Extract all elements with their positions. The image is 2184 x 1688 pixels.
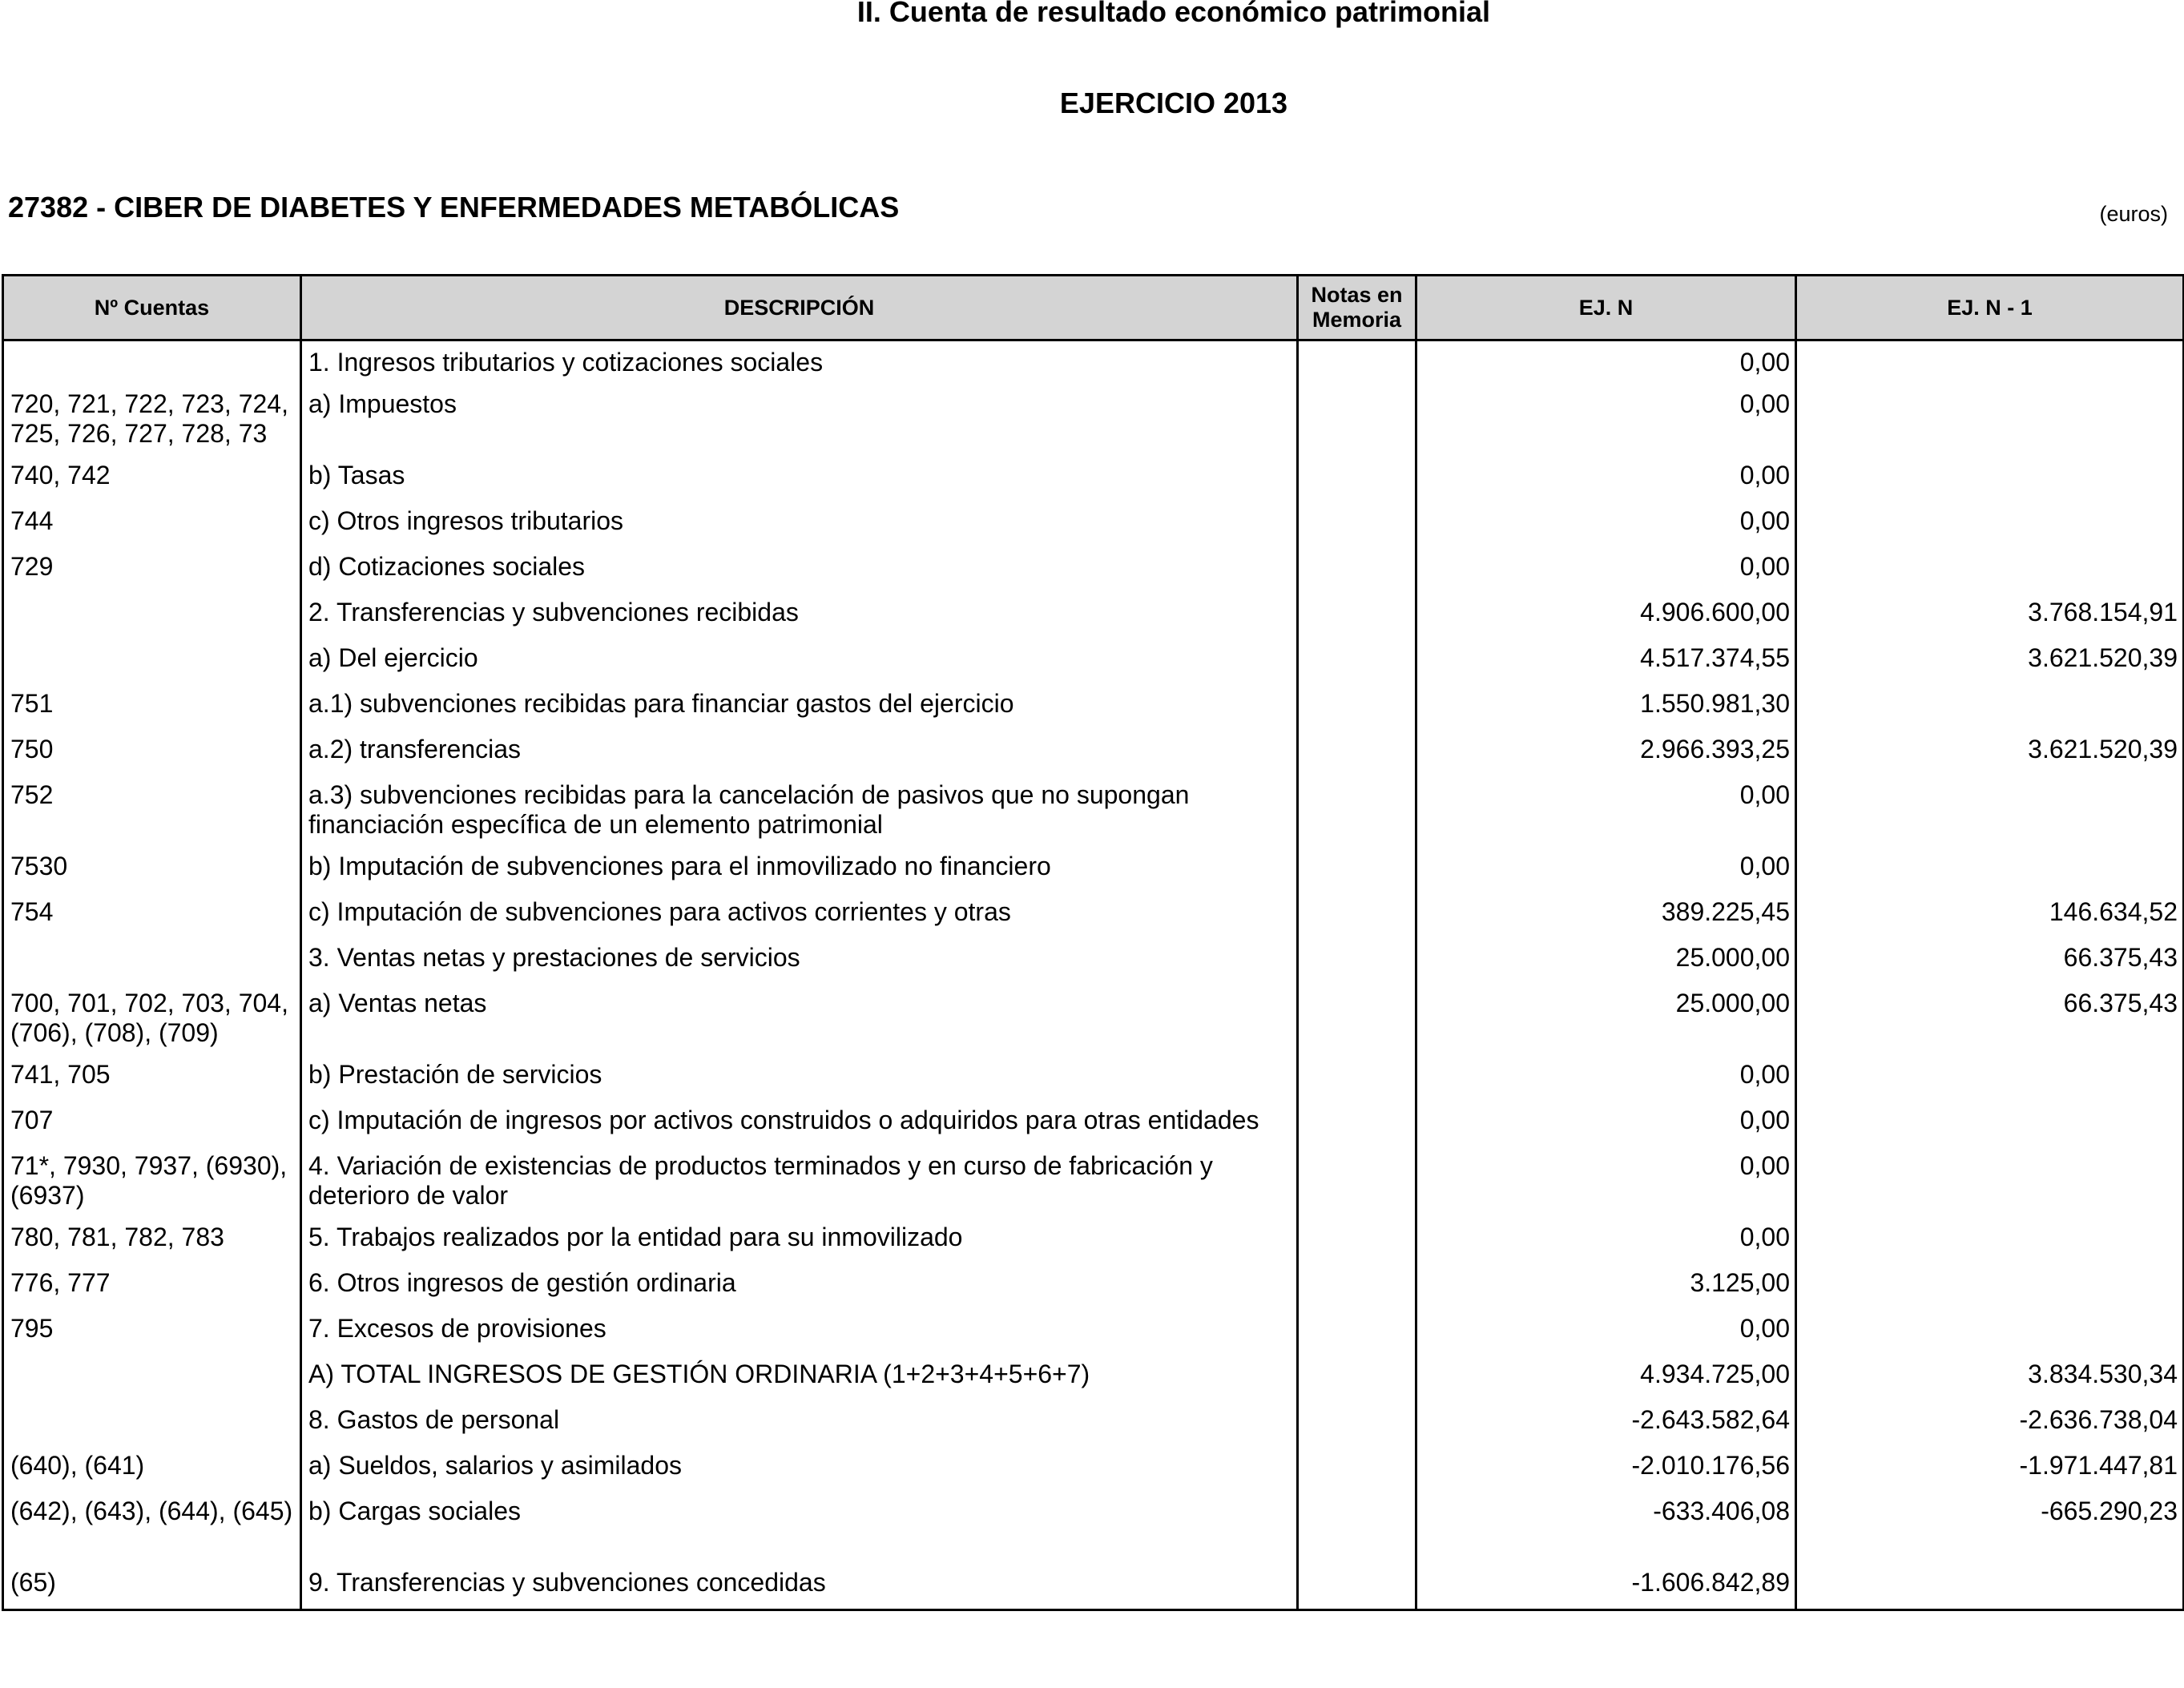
cell-ej-n1: -2.636.738,04 — [1796, 1402, 2184, 1448]
cell-cuentas: 752 — [3, 777, 301, 848]
cell-ej-n1: 66.375,43 — [1796, 985, 2184, 1057]
table-row — [3, 1219, 2184, 1265]
table-row — [3, 594, 2184, 640]
cell-descripcion: 4. Variación de existencias de productos terminados y en curso de fabricación y deterioro de valor — [301, 1148, 1298, 1219]
cell-ej-n: 25.000,00 — [1416, 985, 1796, 1057]
cell-notas — [1298, 1493, 1416, 1565]
cell-descripcion: 2. Transferencias y subvenciones recibidas — [301, 594, 1298, 640]
entity-name: 27382 - CIBER DE DIABETES Y ENFERMEDADES METABÓLICAS — [8, 191, 900, 224]
cell-descripcion: 8. Gastos de personal — [301, 1402, 1298, 1448]
cell-cuentas: 720, 721, 722, 723, 724, 725, 726, 727, 728, 73 — [3, 386, 301, 457]
cell-ej-n1: 3.768.154,91 — [1796, 594, 2184, 640]
cell-cuentas: 795 — [3, 1311, 301, 1356]
cell-descripcion: a.3) subvenciones recibidas para la cancelación de pasivos que no supongan financiación específica de un elemento patrimonial — [301, 777, 1298, 848]
cell-cuentas: (65) — [3, 1565, 301, 1610]
cell-descripcion: a) Sueldos, salarios y asimilados — [301, 1448, 1298, 1493]
table-row — [3, 1148, 2184, 1219]
cell-ej-n1: -1.971.447,81 — [1796, 1448, 2184, 1493]
cell-cuentas: 751 — [3, 686, 301, 731]
cell-notas — [1298, 340, 1416, 386]
cell-cuentas: (642), (643), (644), (645) — [3, 1493, 301, 1565]
cell-descripcion: 9. Transferencias y subvenciones concedidas — [301, 1565, 1298, 1610]
table-row — [3, 640, 2184, 686]
cell-ej-n1: 146.634,52 — [1796, 894, 2184, 940]
cell-ej-n: -633.406,08 — [1416, 1493, 1796, 1565]
table-row — [3, 1565, 2184, 1610]
cell-cuentas — [3, 640, 301, 686]
cell-ej-n1 — [1796, 549, 2184, 594]
cell-notas — [1298, 1311, 1416, 1356]
cell-cuentas: (640), (641) — [3, 1448, 301, 1493]
cell-descripcion: a.2) transferencias — [301, 731, 1298, 777]
cell-notas — [1298, 457, 1416, 503]
table-row — [3, 386, 2184, 457]
cell-ej-n1 — [1796, 777, 2184, 848]
cell-ej-n: -1.606.842,89 — [1416, 1565, 1796, 1610]
cell-notas — [1298, 777, 1416, 848]
cell-notas — [1298, 1565, 1416, 1610]
cell-ej-n: 389.225,45 — [1416, 894, 1796, 940]
col-header-cuentas: Nº Cuentas — [3, 276, 301, 340]
table-row — [3, 848, 2184, 894]
cell-ej-n: 0,00 — [1416, 340, 1796, 386]
cell-descripcion: b) Imputación de subvenciones para el inmovilizado no financiero — [301, 848, 1298, 894]
cell-ej-n1 — [1796, 848, 2184, 894]
cell-descripcion: a) Ventas netas — [301, 985, 1298, 1057]
cell-cuentas: 780, 781, 782, 783 — [3, 1219, 301, 1265]
cell-ej-n: 0,00 — [1416, 1102, 1796, 1148]
cell-cuentas — [3, 1356, 301, 1402]
cell-descripcion: a) Del ejercicio — [301, 640, 1298, 686]
cell-notas — [1298, 1402, 1416, 1448]
cell-notas — [1298, 1057, 1416, 1102]
cell-descripcion: b) Tasas — [301, 457, 1298, 503]
table-row — [3, 1265, 2184, 1311]
table-row — [3, 1493, 2184, 1565]
cell-descripcion: b) Prestación de servicios — [301, 1057, 1298, 1102]
cell-notas — [1298, 686, 1416, 731]
table-row — [3, 985, 2184, 1057]
cell-descripcion: 1. Ingresos tributarios y cotizaciones sociales — [301, 340, 1298, 386]
cell-ej-n: 1.550.981,30 — [1416, 686, 1796, 731]
cell-notas — [1298, 640, 1416, 686]
currency-units: (euros) — [2099, 202, 2168, 226]
cell-ej-n: -2.010.176,56 — [1416, 1448, 1796, 1493]
table-row — [3, 1356, 2184, 1402]
table-row — [3, 549, 2184, 594]
exercise-year: EJERCICIO 2013 — [1059, 87, 1288, 119]
cell-ej-n1 — [1796, 386, 2184, 457]
cell-descripcion: c) Imputación de subvenciones para activos corrientes y otras — [301, 894, 1298, 940]
cell-ej-n1 — [1796, 340, 2184, 386]
cell-ej-n: -2.643.582,64 — [1416, 1402, 1796, 1448]
cell-cuentas — [3, 940, 301, 985]
cell-ej-n: 4.934.725,00 — [1416, 1356, 1796, 1402]
cell-ej-n1 — [1796, 686, 2184, 731]
cell-descripcion: 6. Otros ingresos de gestión ordinaria — [301, 1265, 1298, 1311]
col-header-notas: Notas en Memoria — [1298, 276, 1416, 340]
table-header-row — [3, 276, 2184, 340]
cell-notas — [1298, 1265, 1416, 1311]
cell-ej-n1: -665.290,23 — [1796, 1493, 2184, 1565]
table-row — [3, 1402, 2184, 1448]
table-row — [3, 940, 2184, 985]
cell-notas — [1298, 940, 1416, 985]
col-header-descripcion: DESCRIPCIÓN — [301, 276, 1298, 340]
cell-ej-n: 0,00 — [1416, 848, 1796, 894]
table-body — [3, 340, 2184, 1610]
cell-ej-n: 0,00 — [1416, 1148, 1796, 1219]
cell-ej-n: 4.517.374,55 — [1416, 640, 1796, 686]
cell-ej-n: 0,00 — [1416, 1311, 1796, 1356]
report-title: II. Cuenta de resultado económico patrimonial — [856, 0, 1491, 28]
result-table — [2, 274, 2184, 1611]
cell-descripcion: c) Imputación de ingresos por activos construidos o adquiridos para otras entidades — [301, 1102, 1298, 1148]
cell-notas — [1298, 1356, 1416, 1402]
cell-notas — [1298, 1102, 1416, 1148]
cell-notas — [1298, 894, 1416, 940]
cell-cuentas: 741, 705 — [3, 1057, 301, 1102]
table-row — [3, 1448, 2184, 1493]
cell-ej-n1 — [1796, 1565, 2184, 1610]
cell-cuentas: 754 — [3, 894, 301, 940]
cell-notas — [1298, 848, 1416, 894]
cell-ej-n: 0,00 — [1416, 777, 1796, 848]
cell-notas — [1298, 503, 1416, 549]
cell-ej-n1: 3.621.520,39 — [1796, 731, 2184, 777]
cell-ej-n1: 3.621.520,39 — [1796, 640, 2184, 686]
cell-notas — [1298, 1148, 1416, 1219]
cell-cuentas: 750 — [3, 731, 301, 777]
cell-ej-n: 0,00 — [1416, 1057, 1796, 1102]
cell-ej-n: 0,00 — [1416, 1219, 1796, 1265]
table-row — [3, 457, 2184, 503]
cell-ej-n: 4.906.600,00 — [1416, 594, 1796, 640]
cell-descripcion: c) Otros ingresos tributarios — [301, 503, 1298, 549]
cell-ej-n1 — [1796, 1148, 2184, 1219]
cell-notas — [1298, 731, 1416, 777]
cell-cuentas — [3, 340, 301, 386]
cell-cuentas — [3, 1402, 301, 1448]
cell-cuentas: 700, 701, 702, 703, 704, (706), (708), (709) — [3, 985, 301, 1057]
cell-ej-n1 — [1796, 503, 2184, 549]
cell-descripcion: A) TOTAL INGRESOS DE GESTIÓN ORDINARIA (1+2+3+4+5+6+7) — [301, 1356, 1298, 1402]
cell-ej-n: 25.000,00 — [1416, 940, 1796, 985]
cell-ej-n1 — [1796, 1102, 2184, 1148]
cell-descripcion: 3. Ventas netas y prestaciones de servicios — [301, 940, 1298, 985]
cell-cuentas: 776, 777 — [3, 1265, 301, 1311]
col-header-ej-n1: EJ. N - 1 — [1796, 276, 2184, 340]
table-row — [3, 503, 2184, 549]
cell-ej-n: 0,00 — [1416, 386, 1796, 457]
cell-cuentas: 740, 742 — [3, 457, 301, 503]
table-row — [3, 777, 2184, 848]
table-row — [3, 686, 2184, 731]
table-row — [3, 1057, 2184, 1102]
cell-descripcion: a.1) subvenciones recibidas para financiar gastos del ejercicio — [301, 686, 1298, 731]
cell-descripcion: a) Impuestos — [301, 386, 1298, 457]
cell-ej-n1 — [1796, 1265, 2184, 1311]
cell-descripcion: 5. Trabajos realizados por la entidad para su inmovilizado — [301, 1219, 1298, 1265]
cell-ej-n: 2.966.393,25 — [1416, 731, 1796, 777]
cell-ej-n1 — [1796, 457, 2184, 503]
cell-ej-n: 0,00 — [1416, 503, 1796, 549]
cell-cuentas: 71*, 7930, 7937, (6930), (6937) — [3, 1148, 301, 1219]
cell-ej-n1 — [1796, 1057, 2184, 1102]
table-row — [3, 731, 2184, 777]
table-row — [3, 340, 2184, 386]
cell-notas — [1298, 985, 1416, 1057]
cell-ej-n1: 66.375,43 — [1796, 940, 2184, 985]
cell-descripcion: b) Cargas sociales — [301, 1493, 1298, 1565]
table-row — [3, 1311, 2184, 1356]
cell-ej-n: 0,00 — [1416, 549, 1796, 594]
cell-ej-n1 — [1796, 1311, 2184, 1356]
cell-descripcion: 7. Excesos de provisiones — [301, 1311, 1298, 1356]
cell-cuentas: 707 — [3, 1102, 301, 1148]
cell-notas — [1298, 386, 1416, 457]
cell-ej-n: 3.125,00 — [1416, 1265, 1796, 1311]
cell-notas — [1298, 1448, 1416, 1493]
cell-notas — [1298, 594, 1416, 640]
table-row — [3, 1102, 2184, 1148]
cell-notas — [1298, 549, 1416, 594]
cell-ej-n1: 3.834.530,34 — [1796, 1356, 2184, 1402]
cell-cuentas: 7530 — [3, 848, 301, 894]
cell-ej-n: 0,00 — [1416, 457, 1796, 503]
cell-ej-n1 — [1796, 1219, 2184, 1265]
cell-cuentas — [3, 594, 301, 640]
cell-notas — [1298, 1219, 1416, 1265]
cell-descripcion: d) Cotizaciones sociales — [301, 549, 1298, 594]
cell-cuentas: 744 — [3, 503, 301, 549]
cell-cuentas: 729 — [3, 549, 301, 594]
table-row — [3, 894, 2184, 940]
col-header-ej-n: EJ. N — [1416, 276, 1796, 340]
